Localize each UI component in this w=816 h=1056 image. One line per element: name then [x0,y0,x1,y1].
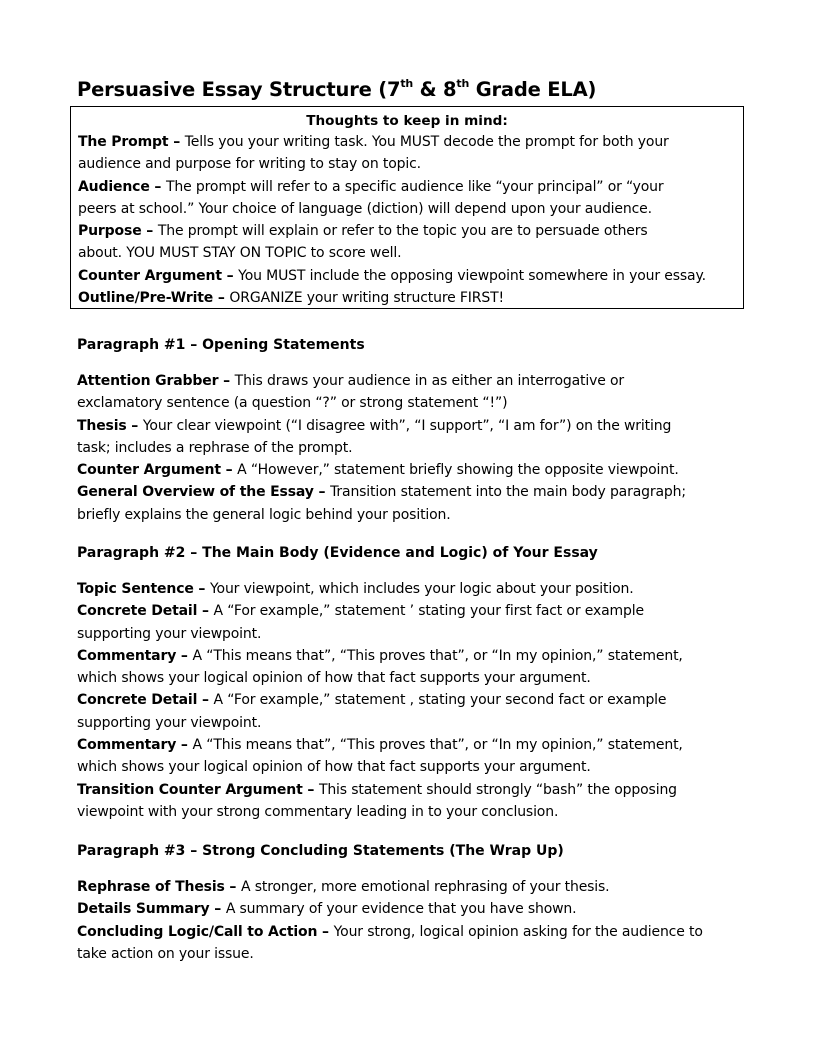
paragraph-2-line [77,689,757,711]
paragraph-2-line [77,734,757,756]
paragraph-2-lines [77,578,757,823]
thoughts-line [78,131,743,153]
paragraph-1-line-text: Transition statement into the main body paragraph; [330,484,686,501]
paragraph-3-line-text: A stronger, more emotional rephrasing of your thesis. [240,879,610,895]
paragraph-1-line [77,415,757,437]
thoughts-line [78,198,743,220]
paragraph-3-line [77,898,757,920]
paragraph-1-section [77,334,757,526]
title-text-2: & 8 [413,78,457,101]
paragraph-2-line [77,645,757,667]
paragraph-2-term-label: Commentary – [77,647,193,664]
thoughts-heading: Thoughts to keep in mind: [306,113,508,129]
paragraph-1-line-text: A “However,” statement briefly showing the opposite viewpoint. [237,462,679,479]
paragraph-1-line [77,459,757,481]
paragraph-2-term-label: Commentary – [77,737,193,754]
paragraph-2-line [77,623,757,645]
paragraph-2-line-text: This statement should strongly “bash” the opposing [318,781,677,798]
thoughts-line [78,176,743,198]
thoughts-line-text: audience and purpose for writing to stay on topic. [78,156,421,173]
paragraph-1-line [77,370,757,392]
paragraph-1-term-label: Counter Argument – [77,462,238,479]
paragraph-2-line-text: A “This means that”, “This proves that”, or “In my opinion,” statement, [192,737,683,754]
paragraph-2-term-label: Concrete Detail – [77,692,214,709]
paragraph-3-line [77,876,757,898]
thoughts-term-label: Outline/Pre-Write – [78,290,230,307]
thoughts-line-text: ORGANIZE your writing structure FIRST! [229,290,504,307]
thoughts-line-text: Tells you your writing task. You MUST decode the prompt for both your [184,134,669,150]
paragraph-1-line-text: exclamatory sentence (a question “?” or strong statement “!”) [77,395,508,412]
paragraph-3-line-text: A summary of your evidence that you have shown. [225,901,577,918]
thoughts-lines [78,131,743,309]
paragraph-2-line [77,801,757,823]
thoughts-line [78,287,743,309]
paragraph-2-line [77,578,757,600]
paragraph-1-heading: Paragraph #1 – Opening Statements [77,337,365,353]
paragraph-3-lines [77,876,757,965]
thoughts-line-text: about. YOU MUST STAY ON TOPIC to score well. [78,245,402,262]
paragraph-3-term-label: Details Summary – [77,901,226,918]
title-text-3: Grade ELA) [469,78,597,101]
paragraph-2-line-text: A “For example,” statement ’ stating your first fact or example [213,603,644,620]
thoughts-box [70,106,744,309]
paragraph-3-term-label: Concluding Logic/Call to Action – [77,923,334,940]
paragraph-2-line-text: Your viewpoint, which includes your logic about your position. [210,581,634,597]
paragraph-2-line [77,712,757,734]
paragraph-3-line-text: take action on your issue. [77,945,254,962]
paragraph-3-term-label: Rephrase of Thesis – [77,879,241,895]
thoughts-term-label: Counter Argument – [78,267,239,284]
paragraph-1-line-text: Your clear viewpoint (“I disagree with”, “I support”, “I am for”) on the writing [142,417,672,434]
paragraph-2-term-label: Topic Sentence – [77,581,210,597]
thoughts-line-text: The prompt will explain or refer to the topic you are to persuade others [157,223,648,240]
thoughts-line-text: The prompt will refer to a specific audience like “your principal” or “your [165,178,664,195]
paragraph-2-section [77,542,757,823]
paragraph-2-line [77,600,757,622]
paragraph-3-line [77,921,757,943]
thoughts-line [78,220,743,242]
title-superscript-1: th [400,76,414,90]
paragraph-3-section [77,840,757,965]
page-title [77,78,596,101]
paragraph-3-heading: Paragraph #3 – Strong Concluding Statements (The Wrap Up) [77,843,564,859]
title-superscript-2: th [456,76,470,90]
paragraph-2-term-label: Transition Counter Argument – [77,781,319,798]
paragraph-1-term-label: Attention Grabber – [77,373,235,389]
paragraph-1-term-label: Thesis – [77,417,143,434]
paragraph-1-line [77,481,757,503]
title-text-1: Persuasive Essay Structure (7 [77,78,401,101]
paragraph-3-line-text: Your strong, logical opinion asking for the audience to [333,923,703,940]
paragraph-1-line-text: task; includes a rephrase of the prompt. [77,439,353,456]
thoughts-line [78,242,743,264]
thoughts-line-text: peers at school.” Your choice of language (diction) will depend upon your audience. [78,200,652,217]
paragraph-2-line [77,756,757,778]
paragraph-3-line [77,943,757,965]
paragraph-2-line [77,779,757,801]
paragraph-1-lines [77,370,757,526]
paragraph-2-term-label: Concrete Detail – [77,603,214,620]
paragraph-2-line-text: which shows your logical opinion of how that fact supports your argument. [77,759,591,776]
paragraph-1-term-label: General Overview of the Essay – [77,484,331,501]
paragraph-2-heading: Paragraph #2 – The Main Body (Evidence and Logic) of Your Essay [77,545,598,561]
thoughts-term-label: Purpose – [78,223,158,240]
thoughts-line-text: You MUST include the opposing viewpoint somewhere in your essay. [238,267,706,284]
paragraph-2-line [77,667,757,689]
paragraph-2-line-text: which shows your logical opinion of how that fact supports your argument. [77,670,591,687]
paragraph-1-line [77,504,757,526]
paragraph-1-line [77,437,757,459]
paragraph-1-line-text: briefly explains the general logic behind your position. [77,506,451,523]
thoughts-term-label: The Prompt – [78,134,185,150]
thoughts-term-label: Audience – [78,178,166,195]
paragraph-2-line-text: supporting your viewpoint. [77,714,262,731]
thoughts-line [78,265,743,287]
paragraph-1-line-text: This draws your audience in as either an interrogative or [234,373,625,389]
paragraph-1-line [77,392,757,414]
paragraph-2-line-text: A “This means that”, “This proves that”, or “In my opinion,” statement, [192,647,683,664]
paragraph-2-line-text: A “For example,” statement , stating your second fact or example [213,692,667,709]
paragraph-2-line-text: viewpoint with your strong commentary leading in to your conclusion. [77,803,559,820]
paragraph-2-line-text: supporting your viewpoint. [77,625,262,642]
thoughts-line [78,153,743,175]
